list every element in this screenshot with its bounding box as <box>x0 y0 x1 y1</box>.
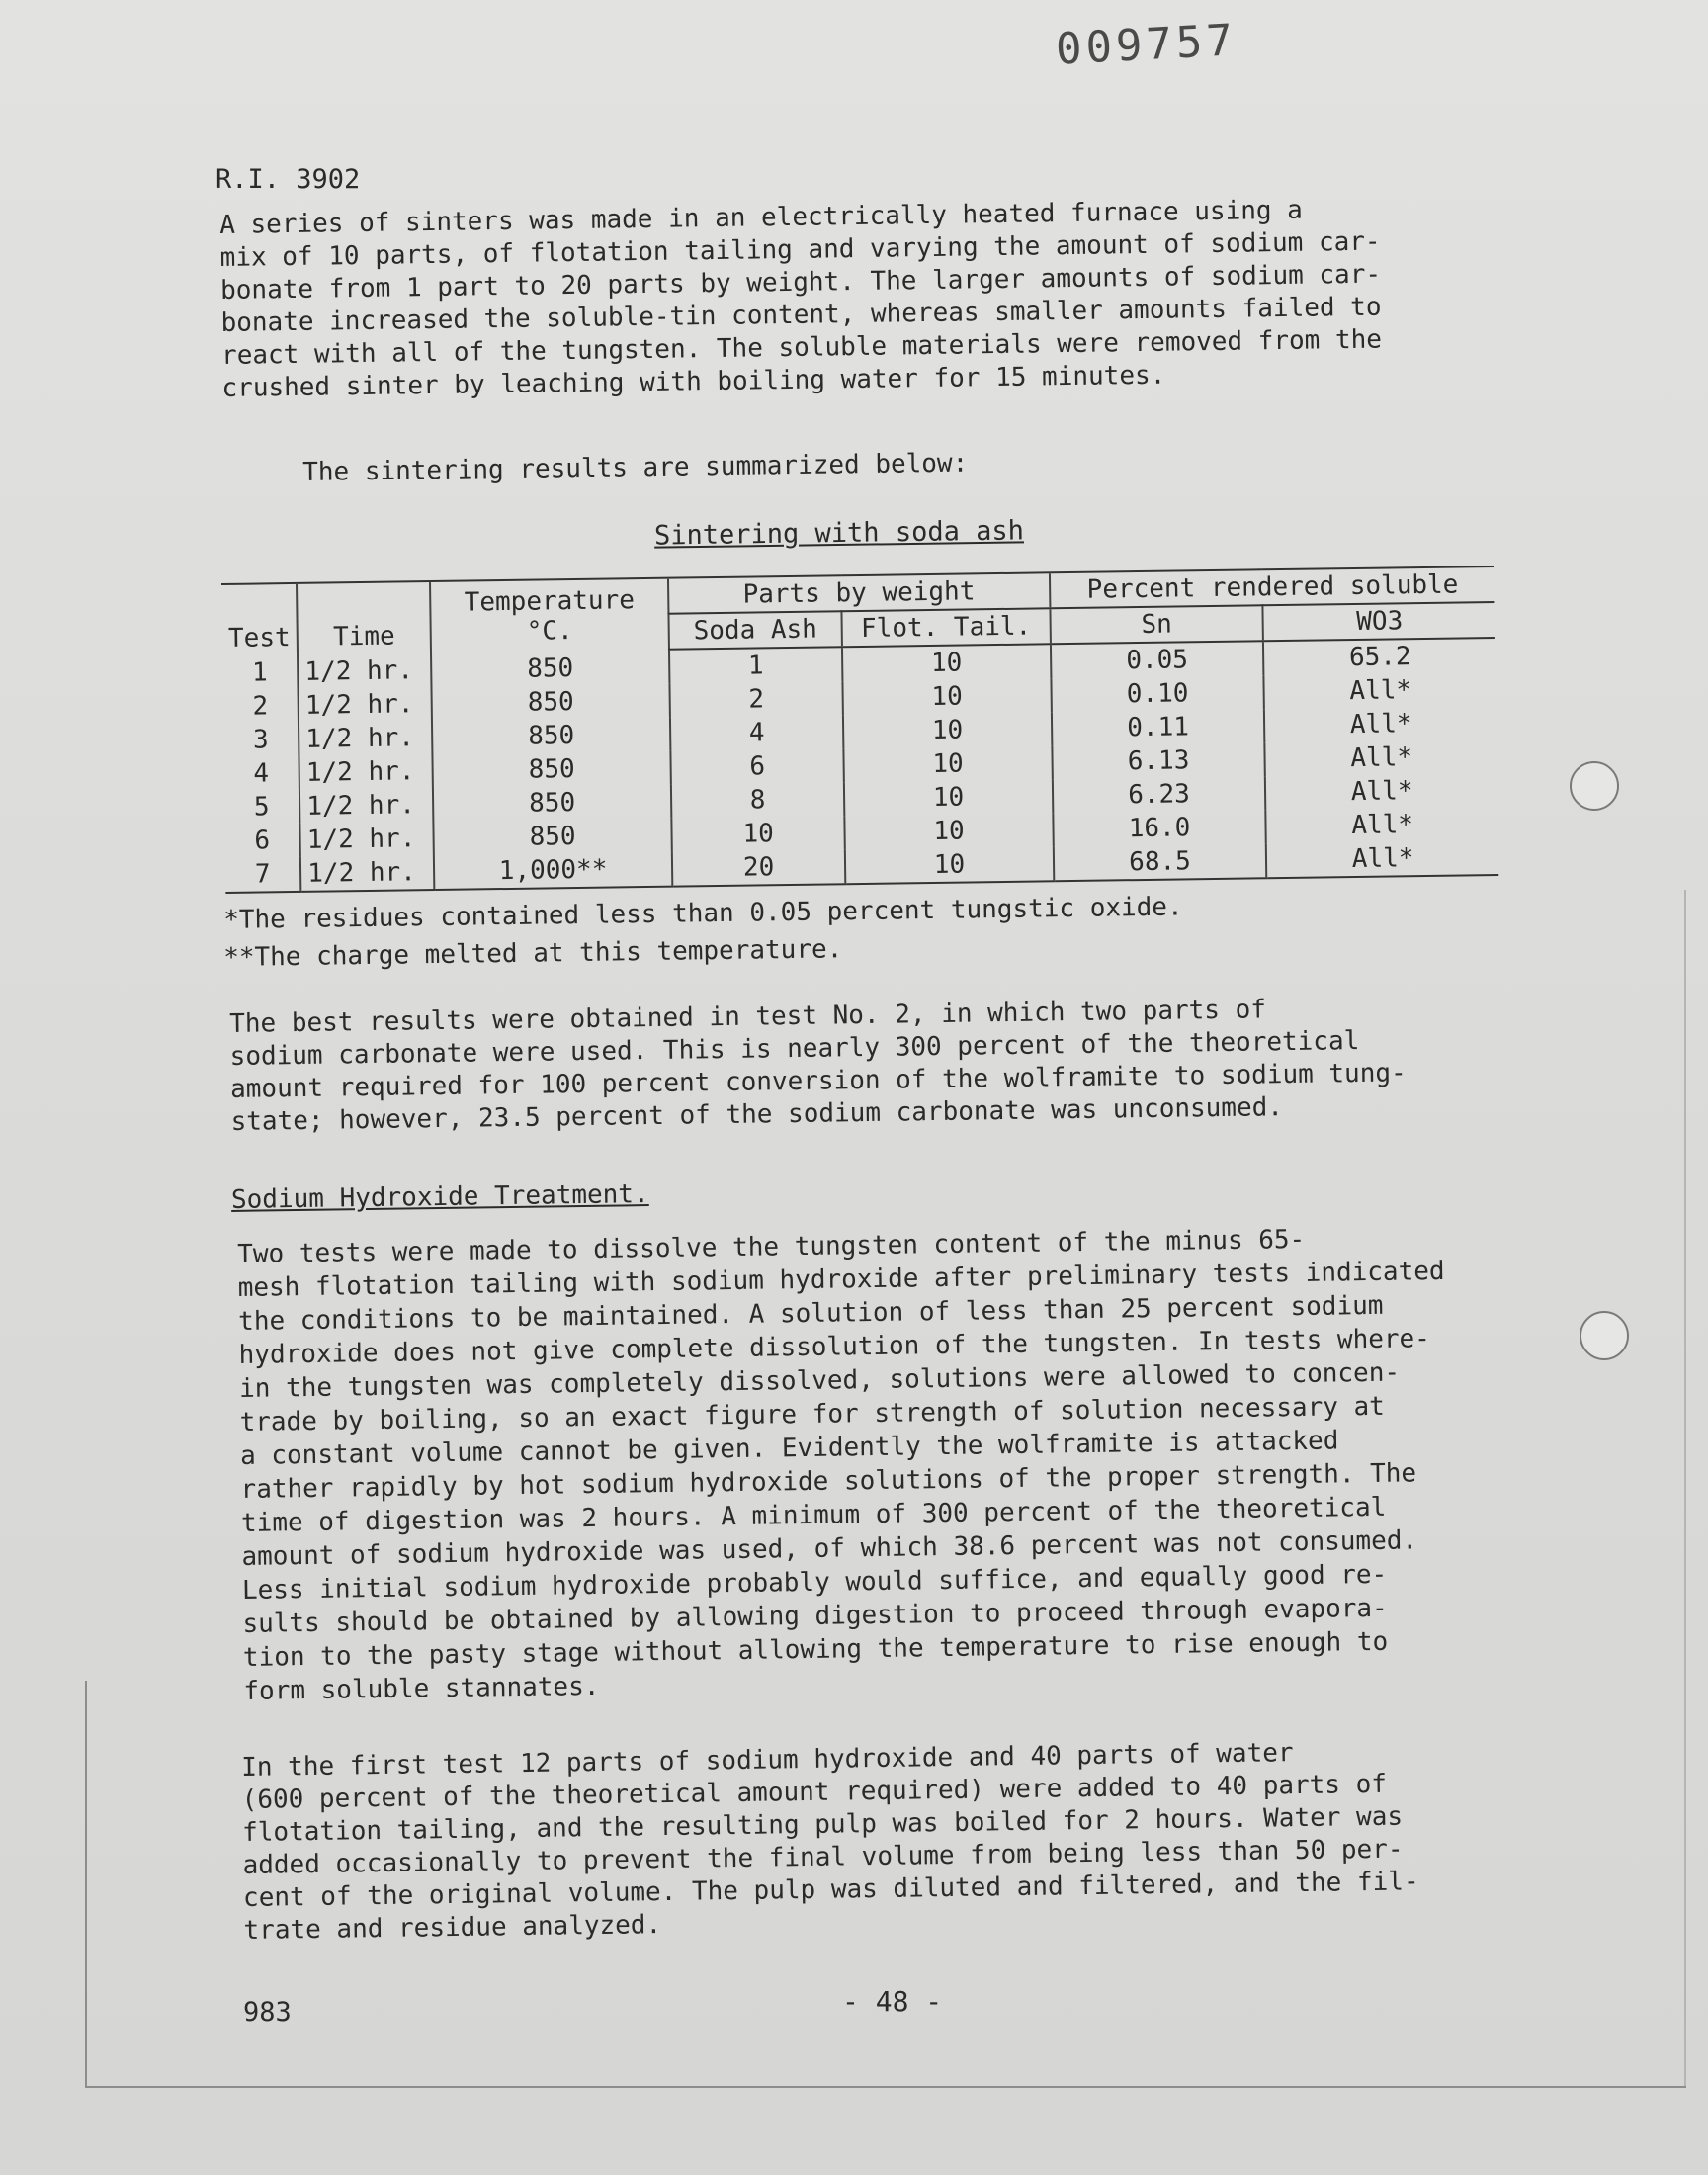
cell-test: 6 <box>254 826 271 856</box>
cell-sn: 0.11 <box>1052 709 1265 745</box>
punch-hole <box>1580 1311 1629 1360</box>
header-soda-ash: Soda Ash <box>668 611 842 649</box>
paragraph-best-results: The best results were obtained in test No. 2, in which two parts of sodium carbonate were used. This is nearly 300 percent of the theoretical amount required for 100 percent conversion of the wolframite to sodium tung- state; however, 23.5 percent of the sodium carbonate was unconsumed. <box>229 995 1407 1137</box>
page-border-bottom <box>85 2086 1686 2088</box>
cell-temperature: 850 <box>432 684 670 721</box>
table-footnote-2: **The charge melted at this temperature. <box>223 934 843 973</box>
cell-temperature: 850 <box>433 785 671 822</box>
cell-flot-tail: 10 <box>845 846 1054 884</box>
table-footnote-1: *The residues contained less than 0.05 percent tungstic oxide. <box>223 892 1183 935</box>
header-temperature-unit: °C. <box>526 615 573 647</box>
cell-sn: 68.5 <box>1053 843 1266 881</box>
cell-soda-ash: 10 <box>671 816 845 851</box>
cell-soda-ash: 20 <box>672 849 846 886</box>
cell-wo3: 65.2 <box>1263 638 1495 675</box>
cell-test: 5 <box>253 792 270 823</box>
cell-temperature: 1,000** <box>434 852 672 890</box>
header-wo3: WO3 <box>1263 602 1495 641</box>
report-id: R.I. 3902 <box>215 164 361 195</box>
cell-flot-tail: 10 <box>844 745 1053 782</box>
header-test: Test <box>221 583 298 655</box>
header-sn: Sn <box>1050 605 1263 644</box>
footer-number: 983 <box>243 1997 292 2028</box>
cell-test: 3 <box>252 725 269 755</box>
header-time: Time <box>297 581 431 654</box>
paragraph-intro: The sintering results are summarized below: <box>302 448 969 487</box>
page-border-right <box>1684 890 1686 2086</box>
cell-time: 1/2 hr. <box>298 652 431 689</box>
cell-sn: 6.13 <box>1052 742 1265 779</box>
header-temperature <box>430 578 669 652</box>
cell-sn: 16.0 <box>1053 810 1266 846</box>
cell-temperature: 850 <box>434 819 672 855</box>
cell-time: 1/2 hr. <box>300 855 434 892</box>
cell-flot-tail: 10 <box>843 712 1052 748</box>
cell-test: 4 <box>253 758 270 789</box>
cell-time: 1/2 hr. <box>300 822 434 857</box>
punch-hole <box>1570 761 1619 811</box>
cell-test: 2 <box>252 691 269 722</box>
cell-soda-ash: 1 <box>669 647 843 683</box>
cell-wo3: All* <box>1264 706 1496 742</box>
paragraph-sodium-hydroxide: Two tests were made to dissolve the tungsten content of the minus 65- mesh flotation tailing with sodium hydroxide after preliminary tests indicated the conditions to be maintained. A solution of less than 25 percent sodium hydroxide does not give complete dissolution of the tungsten. In tests where- in the tungsten was completely dissolved, solutions were allowed to concen- trade by boiling, so an exact figure for strength of solution necessary at a constant volume cannot be given. Evidently the wolframite is attacked rather rapidly by hot sodium hydroxide solutions of the proper strength. The time of digestion was 2 hours. A minimum of 300 percent of the theoretical amount of sodium hydroxide was used, of which 38.6 percent was not consumed. Less initial sodium hydroxide probably would suffice, and equally good re- sults should be obtained by allowing digestion to proceed through evapora- tion to the pasty stage without allowing the temperature to rise enough to form soluble stannates. <box>237 1224 1445 1706</box>
cell-test: 7 <box>225 857 301 893</box>
document-number: 009757 <box>1054 15 1238 75</box>
table-title: Sintering with soda ash <box>653 515 1025 552</box>
cell-wo3: All* <box>1266 807 1498 843</box>
cell-soda-ash: 4 <box>670 715 844 750</box>
header-parts-by-weight: Parts by weight <box>668 572 1050 613</box>
cell-time: 1/2 hr. <box>299 754 433 790</box>
cell-sn: 0.10 <box>1051 675 1264 712</box>
cell-wo3: All* <box>1265 773 1497 810</box>
section-heading: Sodium Hydroxide Treatment. <box>230 1179 649 1215</box>
cell-flot-tail: 10 <box>844 779 1053 816</box>
cell-flot-tail: 10 <box>843 678 1052 715</box>
header-temperature-label: Temperature <box>464 584 636 618</box>
cell-wo3: All* <box>1265 740 1497 776</box>
cell-time: 1/2 hr. <box>299 788 433 824</box>
cell-test: 1 <box>251 656 268 688</box>
sintering-table <box>221 566 1498 894</box>
cell-flot-tail: 10 <box>842 644 1051 681</box>
cell-wo3: All* <box>1264 672 1496 709</box>
cell-wo3: All* <box>1266 840 1498 878</box>
page-number: - 48 - <box>842 1985 943 2018</box>
cell-soda-ash: 8 <box>671 782 845 818</box>
cell-flot-tail: 10 <box>845 813 1054 849</box>
header-flot-tail: Flot. Tail. <box>842 608 1051 647</box>
cell-temperature: 850 <box>433 751 671 788</box>
cell-time: 1/2 hr. <box>299 687 432 723</box>
cell-soda-ash: 2 <box>669 681 843 717</box>
cell-temperature: 850 <box>432 718 670 754</box>
header-percent-soluble: Percent rendered soluble <box>1050 566 1495 608</box>
paragraph-sinters: A series of sinters was made in an electrically heated furnace using a mix of 10 parts, of flotation tailing and varying the amount of sodium car- bonate from 1 part to 20 parts by weight. The larger amounts of sodium car- bonate increased the soluble-tin content, whereas smaller amounts failed to react with all of the tungsten. The soluble materials were removed from the crushed sinter by leaching with boiling water for 15 minutes. <box>219 195 1383 403</box>
cell-sn: 6.23 <box>1053 776 1266 813</box>
cell-temperature: 850 <box>431 650 669 687</box>
cell-soda-ash: 6 <box>670 748 844 784</box>
paragraph-first-test: In the first test 12 parts of sodium hydroxide and 40 parts of water (600 percent of the theoretical amount required) were added to 40 parts of flotation tailing, and the resulting pulp was boiled for 2 hours. Water was added occasionally to prevent the final volume from being less than 50 per- cent of the original volume. The pulp was diluted and filtered, and the fil- trate and residue analyzed. <box>241 1738 1419 1946</box>
page-border-left <box>85 1681 87 2086</box>
cell-sn: 0.05 <box>1051 641 1264 678</box>
cell-time: 1/2 hr. <box>299 721 432 756</box>
